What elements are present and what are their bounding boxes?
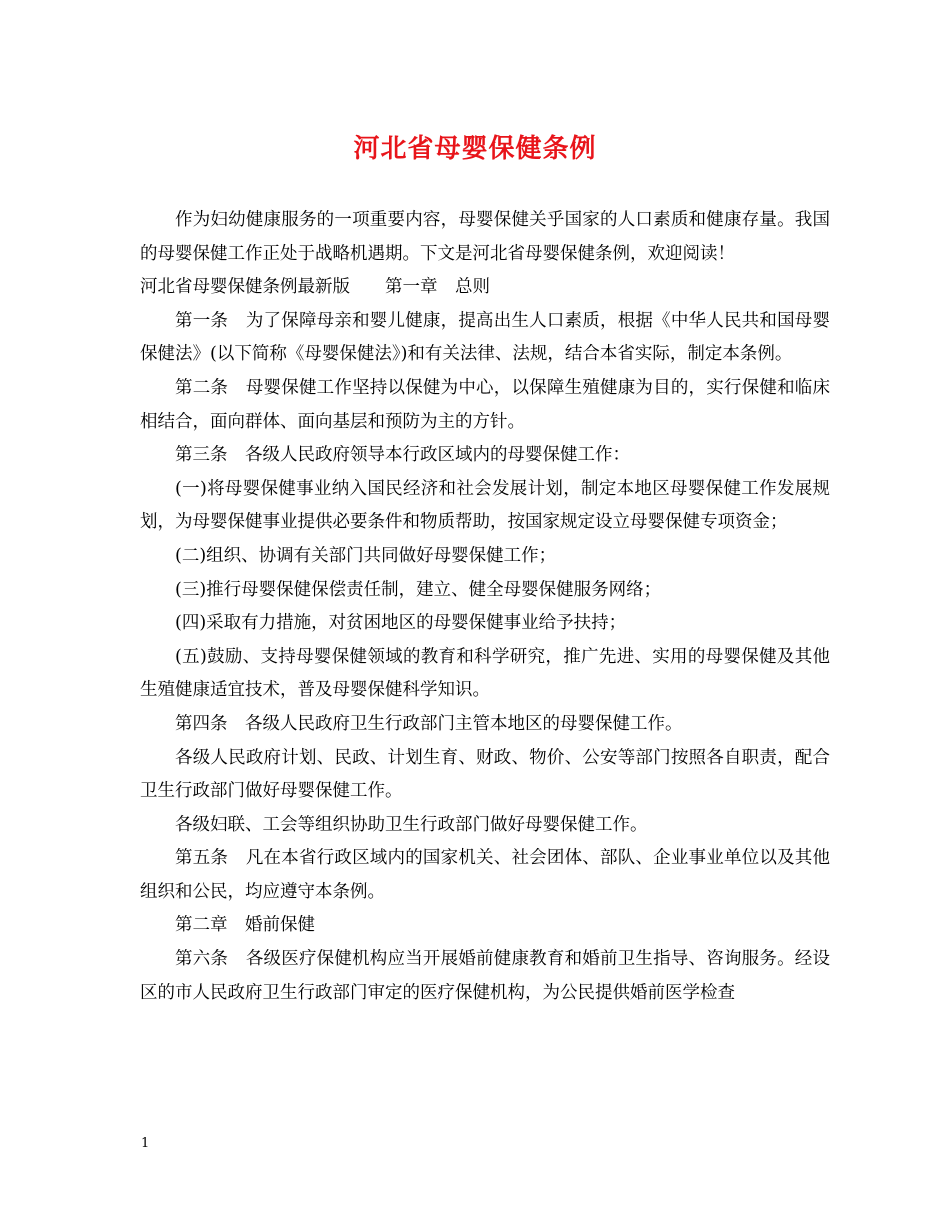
article-paragraph: 第二条 母婴保健工作坚持以保健为中心，以保障生殖健康为目的，实行保健和临床相结合，面向群体、面向基层和预防为主的方针。: [140, 377, 830, 432]
intro-paragraph: 作为妇幼健康服务的一项重要内容，母婴保健关乎国家的人口素质和健康存量。我国的母婴保健工作正处于战略机遇期。下文是河北省母婴保健条例，欢迎阅读！: [140, 210, 830, 264]
clause-paragraph: (五)鼓励、支持母婴保健领域的教育和科学研究，推广先进、实用的母婴保健及其他生殖健康适宜技术，普及母婴保健科学知识。: [140, 646, 830, 701]
article-paragraph: 第三条 各级人民政府领导本行政区域内的母婴保健工作：: [175, 445, 630, 466]
clause-paragraph: (三)推行母婴保健保偿责任制，建立、健全母婴保健服务网络；: [175, 579, 662, 600]
article-paragraph: 第四条 各级人民政府卫生行政部门主管本地区的母婴保健工作。: [175, 713, 683, 734]
chapter-heading: 河北省母婴保健条例最新版 第一章 总则: [140, 277, 490, 298]
article-paragraph: 第一条 为了保障母亲和婴儿健康，提高出生人口素质，根据《中华人民共和国母婴保健法》(以下简称《母婴保健法》)和有关法律、法规，结合本省实际，制定本条例。: [140, 310, 830, 365]
clause-paragraph: (一)将母婴保健事业纳入国民经济和社会发展计划，制定本地区母婴保健工作发展规划，为母婴保健事业提供必要条件和物质帮助，按国家规定设立母婴保健专项资金；: [140, 478, 830, 533]
document-title: 河北省母婴保健条例: [353, 134, 597, 164]
document-body: [140, 204, 830, 1010]
chapter-heading: 第二章 婚前保健: [175, 915, 315, 936]
clause-paragraph: (二)组织、协调有关部门共同做好母婴保健工作；: [175, 545, 557, 566]
article-paragraph: 各级妇联、工会等组织协助卫生行政部门做好母婴保健工作。: [175, 814, 648, 835]
page-number: 1: [141, 1136, 150, 1151]
article-paragraph: 第五条 凡在本省行政区域内的国家机关、社会团体、部队、企业事业单位以及其他组织和公民，均应遵守本条例。: [140, 848, 830, 902]
article-paragraph: 各级人民政府计划、民政、计划生育、财政、物价、公安等部门按照各自职责，配合卫生行政部门做好母婴保健工作。: [140, 747, 830, 802]
clause-paragraph: (四)采取有力措施，对贫困地区的母婴保健事业给予扶持；: [175, 613, 627, 634]
article-paragraph: 第六条 各级医疗保健机构应当开展婚前健康教育和婚前卫生指导、咨询服务。经设区的市人民政府卫生行政部门审定的医疗保健机构，为公民提供婚前医学检查: [140, 949, 830, 1003]
